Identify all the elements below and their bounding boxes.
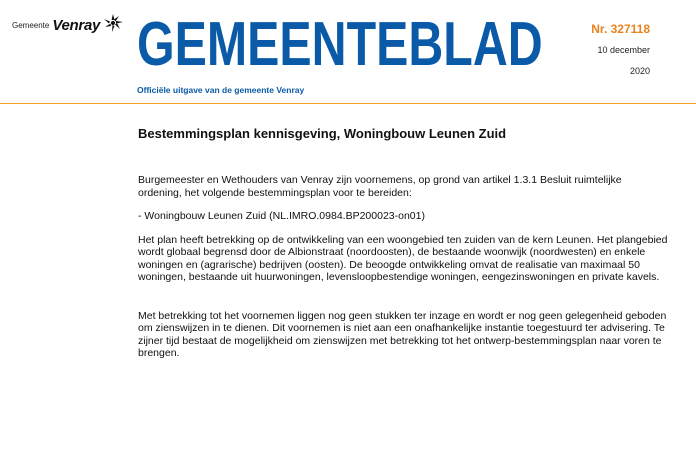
masthead-title: GEMEENTEBLAD	[137, 10, 543, 79]
venray-logo	[12, 18, 100, 33]
header-divider	[0, 103, 696, 104]
logo-gemeente-text: Gemeente	[12, 21, 50, 30]
paragraph-procedure: Met betrekking tot het voornemen liggen nog geen stukken ter inzage en wordt er nog geen gelegenheid geboden om zienswijzen in te dienen. Dit voornemen is niet aan een onafhankelijke instantie toegestuurd ter advisering. Te zijner tijd bestaat de mogelijkheid om zienswijzen met betrekking tot het ontwerp-bestemmingsplan naar voren te brengen.	[138, 309, 667, 359]
paragraph-plan-name: - Woningbouw Leunen Zuid (NL.IMRO.0984.BP200023-on01)	[138, 210, 425, 222]
paragraph-intro: Burgemeester en Wethouders van Venray zijn voornemens, op grond van artikel 1.3.1 Besluit ruimtelijke ordening, het volgende bestemmingsplan voor te bereiden:	[138, 174, 622, 199]
logo-star-icon	[100, 12, 126, 34]
logo-venray-text: Venray	[52, 17, 101, 34]
issue-year: 2020	[629, 66, 650, 76]
issue-date: 10 december	[597, 45, 650, 55]
document-body	[138, 126, 668, 371]
paragraph-plan-description: Het plan heeft betrekking op de ontwikkeling van een woongebied ten zuiden van de kern Leunen. Het plangebied wordt globaal begrensd door de Albionstraat (noordoosten), de bestaande woonwijk (noordwesten) en enkele woningen en (agrarische) bedrijven (oosten). De beoogde ontwikkeling omvat de realisatie van maximaal 50 woningen, bestaande uit huurwoningen, levensloopbestendige woningen, eengezinswoningen en private kavels.	[138, 233, 668, 283]
issue-number: Nr. 327118	[591, 22, 650, 36]
masthead-subtitle: Officiële uitgave van de gemeente Venray	[137, 85, 305, 95]
document-title: Bestemmingsplan kennisgeving, Woningbouw Leunen Zuid	[138, 126, 507, 141]
